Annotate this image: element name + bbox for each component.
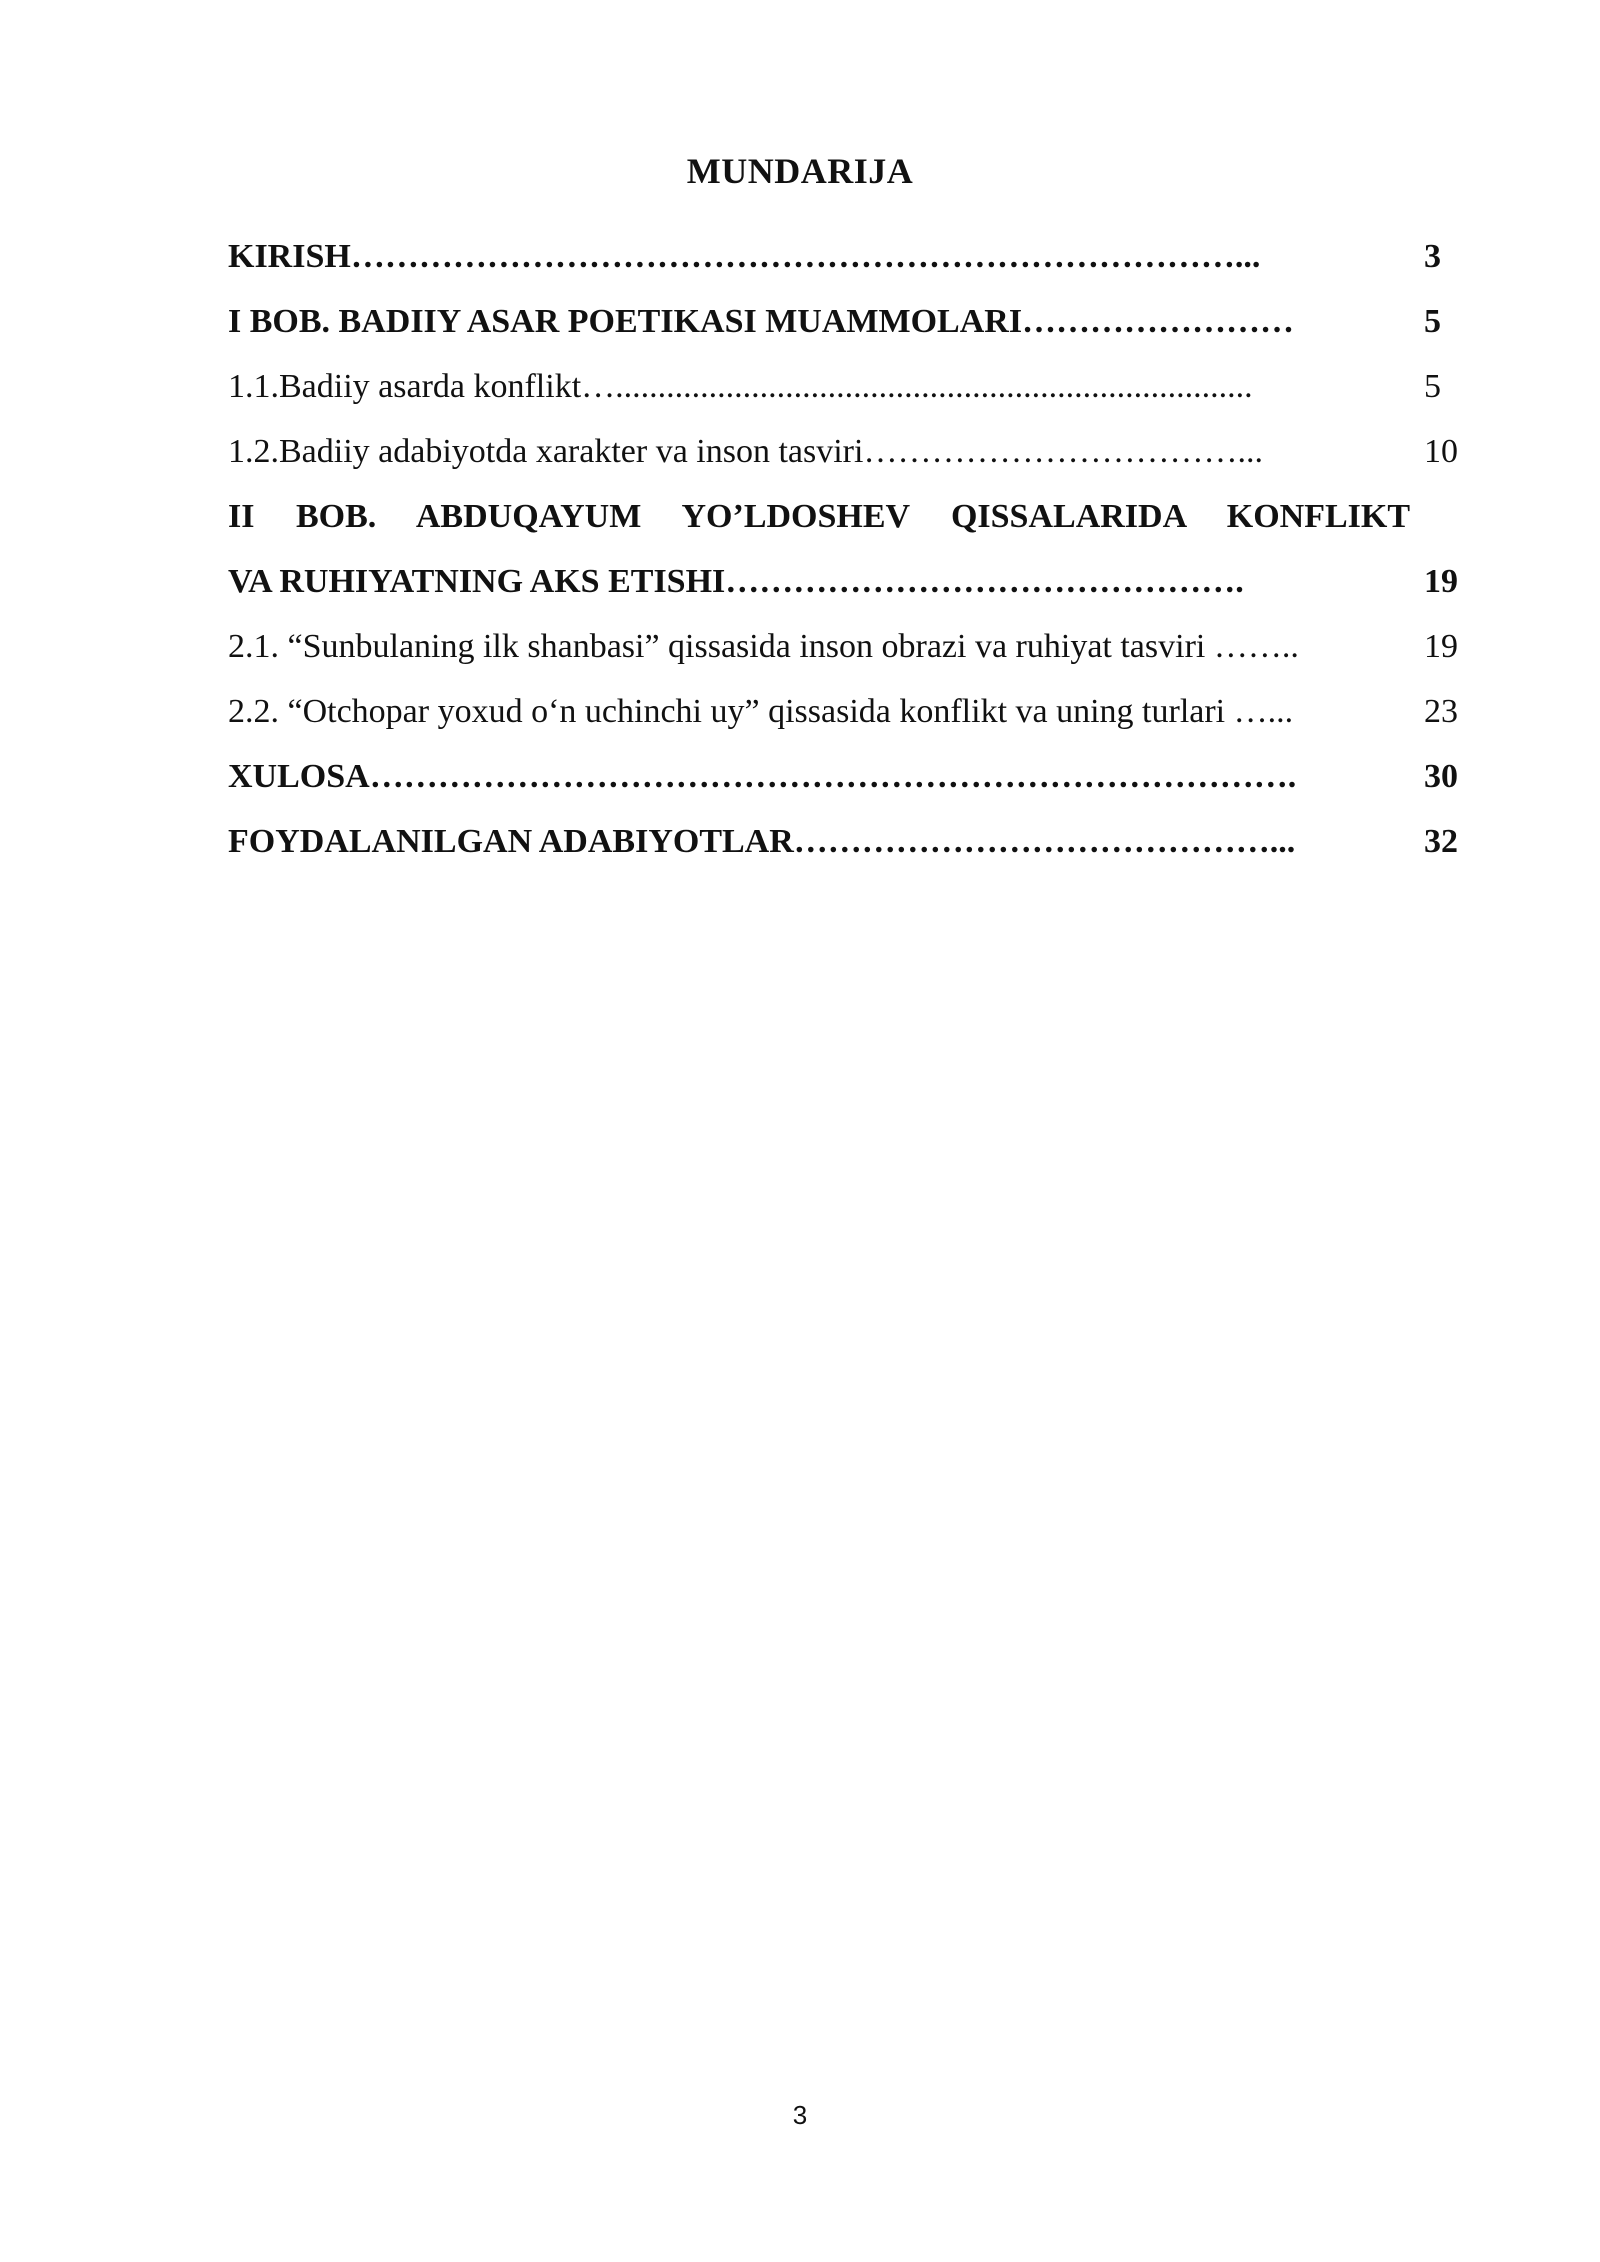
toc-entry-section-2-1[interactable] [228,614,1488,679]
toc-entry-text: I BOB. BADIIY ASAR POETIKASI MUAMMOLARI…………………… [228,303,1295,340]
toc-title: MUNDARIJA [686,151,914,191]
toc-entry-page: 19 [1424,628,1458,665]
toc-entry-text: FOYDALANILGAN ADABIYOTLAR……………………………………... [228,823,1296,860]
toc-entry-text: XULOSA………………………………………………………………………. [228,758,1297,795]
toc-entry-chapter-1[interactable] [228,289,1488,354]
toc-entry-chapter-2-line-1[interactable] [228,484,1488,549]
toc-entry-text: 2.2. “Otchopar yoxud o‘n uchinchi uy” qissasida konflikt va uning turlari …... [228,693,1294,730]
toc-entry-page: 23 [1424,693,1458,730]
toc-entry-kirish[interactable] [228,224,1488,289]
toc-entry-text: 1.2.Badiiy adabiyotda xarakter va inson tasviri……………………………... [228,433,1263,470]
toc-entry-chapter-2-line-2[interactable] [228,549,1488,614]
toc-entry-section-1-1[interactable] [228,354,1488,419]
toc-entry-references[interactable] [228,809,1488,874]
toc-entry-text: 1.1.Badiiy asarda konflikt…........................................................................... [228,368,1253,405]
toc-entry-page: 19 [1424,563,1458,600]
toc-entry-page: 3 [1424,238,1441,275]
toc-entry-text: 2.1. “Sunbulaning ilk shanbasi” qissasida inson obrazi va ruhiyat tasviri …….. [228,628,1299,665]
toc-entry-page: 5 [1424,368,1441,405]
toc-entry-page: 10 [1424,433,1458,470]
toc-entry-page: 5 [1424,303,1441,340]
toc-entry-text: II BOB. ABDUQAYUM YO’LDOSHEV QISSALARIDA KONFLIKT [228,498,1410,535]
toc-entry-xulosa[interactable] [228,744,1488,809]
toc-entry-section-1-2[interactable] [228,419,1488,484]
toc-entry-page: 30 [1424,758,1458,795]
table-of-contents [228,224,1488,874]
toc-entry-text: KIRISH……………………………………………………………………... [228,238,1261,275]
toc-entry-text: VA RUHIYATNING AKS ETISHI………………………………………. [228,563,1244,600]
page-number: 3 [792,2100,808,2130]
toc-entry-page: 32 [1424,823,1458,860]
toc-entry-section-2-2[interactable] [228,679,1488,744]
